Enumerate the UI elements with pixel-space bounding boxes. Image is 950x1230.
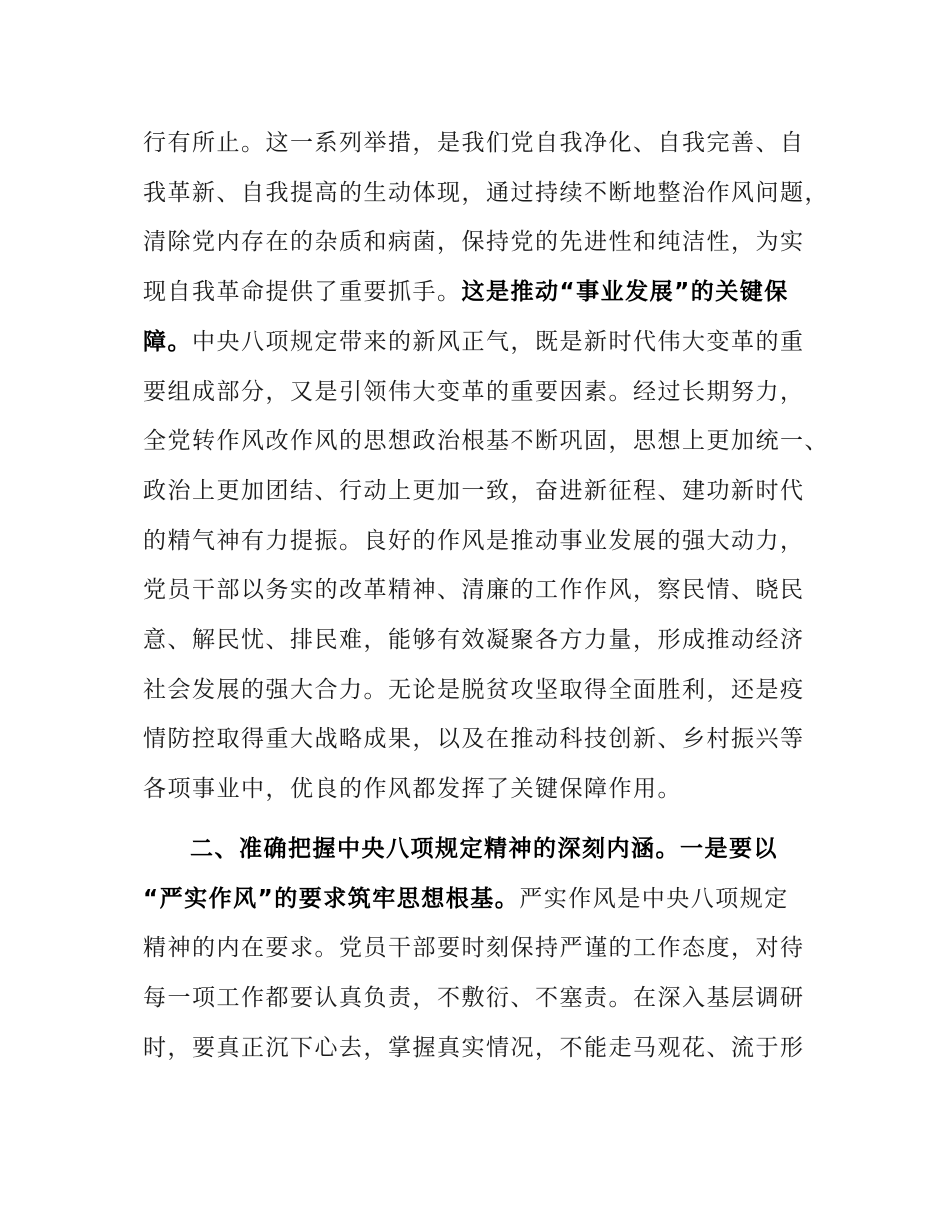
text-line [143,277,789,307]
text-line [143,128,805,158]
text-line [143,724,805,754]
text-line [143,526,805,556]
text-line [143,377,805,407]
text-line [143,884,789,914]
bold-text-segment: 这是推动“事业发展”的关键保 [461,279,789,306]
text-line [143,327,805,357]
text-segment: 行有所止。这一系列举措，是我们党自我净化、自我完善、自 [143,130,805,156]
text-segment: 党员干部以务实的改革精神、清廉的工作作风，察民情、晓民 [143,577,805,604]
text-line [143,426,829,456]
text-line [143,1033,805,1063]
text-segment: 各项事业中，优良的作风都发挥了关键保障作用。 [143,776,682,803]
text-segment: 全党转作风改作风的思想政治根基不断巩固，思想上更加统一、 [143,428,829,455]
text-segment: 中央八项规定带来的新风正气，既是新时代伟大变革的重 [192,328,805,355]
text-segment: 严实作风是中央八项规定 [519,885,789,912]
text-segment: 精神的内在要求。党员干部要时刻保持严谨的工作态度，对待 [143,935,805,962]
bold-text-segment: “严实作风”的要求筑牢思想根基。 [143,885,520,912]
text-segment: 的精气神有力提振。良好的作风是推动事业发展的强大动力， [143,527,805,554]
text-segment: 时，要真正沉下心去，掌握真实情况，不能走马观花、流于形 [143,1034,805,1061]
text-line [143,675,805,705]
text-line [143,933,805,963]
bold-text-segment: 障。 [143,328,192,355]
text-line [143,983,805,1013]
text-line [143,774,682,804]
text-segment: 社会发展的强大合力。无论是脱贫攻坚取得全面胜利，还是疫 [143,676,805,703]
text-segment: 意、解民忧、排民难，能够有效凝聚各方力量，形成推动经济 [143,627,805,653]
text-line [143,476,805,506]
text-segment: 清除党内存在的杂质和病菌，保持党的先进性和纯洁性，为实 [143,229,805,256]
text-segment: 情防控取得重大战略成果，以及在推动科技创新、乡村振兴等 [143,726,805,753]
text-line [190,834,778,864]
text-line [143,227,805,257]
text-line [143,575,805,605]
text-line [143,178,829,208]
text-segment: 要组成部分，又是引领伟大变革的重要因素。经过长期努力， [143,378,805,405]
text-segment: 每一项工作都要认真负责，不敷衍、不塞责。在深入基层调研 [143,985,805,1012]
text-segment: 政治上更加团结、行动上更加一致，奋进新征程、建功新时代 [143,477,805,504]
bold-text-segment: 二、准确把握中央八项规定精神的深刻内涵。一是要以 [190,836,778,862]
text-segment: 现自我革命提供了重要抓手。 [143,279,462,306]
text-segment: 我革新、自我提高的生动体现，通过持续不断地整治作风问题， [143,179,829,206]
text-line [143,625,805,655]
